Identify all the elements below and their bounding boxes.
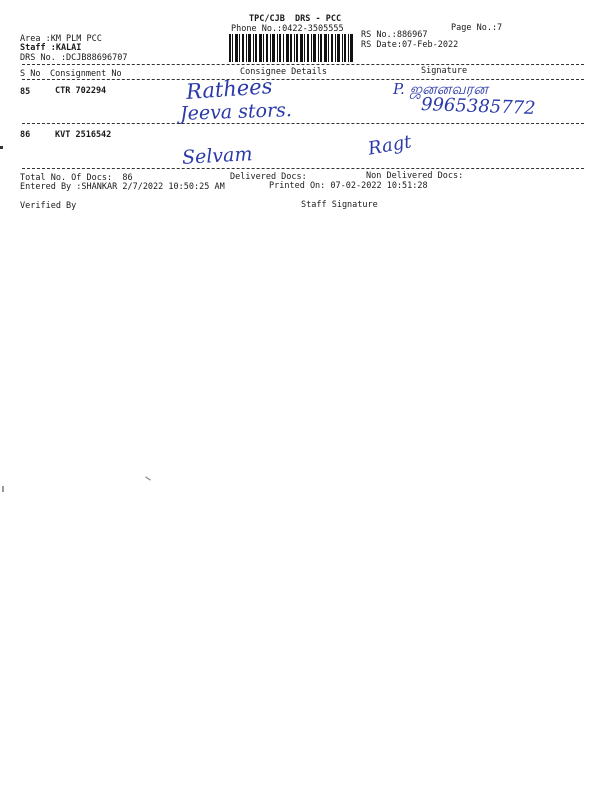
divider [22, 64, 584, 65]
handwritten-consignee-name: Selvam [181, 143, 253, 169]
delivered-docs: Delivered Docs: [230, 172, 307, 182]
staff-label: Staff :KALAI [20, 43, 82, 53]
non-delivered-docs: Non Delivered Docs: [366, 171, 464, 181]
row-consignment: KVT 2516542 [55, 130, 112, 140]
printed-on: Printed On: 07-02-2022 10:51:28 [269, 181, 428, 191]
verified-by: Verified By [20, 201, 77, 211]
row-sno: 85 [20, 87, 31, 97]
handwritten-consignee-name: Rathees [185, 74, 274, 104]
rs-date: RS Date:07-Feb-2022 [361, 40, 459, 50]
col-sno: S No [20, 69, 41, 79]
doc-title: TPC/CJB DRS - PCC [249, 14, 342, 24]
handwritten-signature: Ragt [366, 131, 413, 160]
row-sno: 86 [20, 130, 31, 140]
handwritten-consignee-shop: Jeeva stors. [179, 99, 293, 125]
col-signature: Signature [421, 66, 468, 76]
scan-mark [0, 146, 3, 149]
phone-number: Phone No.:0422-3505555 [231, 24, 344, 34]
row-consignment: CTR 702294 [55, 86, 107, 96]
page-number: Page No.:7 [451, 23, 503, 33]
handwritten-phone: 9965385772 [420, 94, 536, 119]
barcode [229, 34, 353, 62]
handwritten-signature: P. ஜனனவரன [393, 80, 488, 98]
scan-mark [145, 476, 150, 480]
scan-mark [2, 486, 4, 492]
divider [22, 123, 584, 124]
col-consignee: Consignee Details [240, 67, 327, 77]
rs-number: RS No.:886967 [361, 30, 428, 40]
total-docs: Total No. Of Docs: 86 [20, 173, 133, 183]
drs-number: DRS No. :DCJB88696707 [20, 53, 128, 63]
divider [22, 79, 584, 80]
divider [22, 168, 584, 169]
col-consignment: Consignment No [50, 69, 122, 79]
staff-signature: Staff Signature [301, 200, 378, 210]
area-label: Area :KM PLM PCC [20, 34, 102, 44]
entered-by: Entered By :SHANKAR 2/7/2022 10:50:25 AM [20, 182, 225, 192]
